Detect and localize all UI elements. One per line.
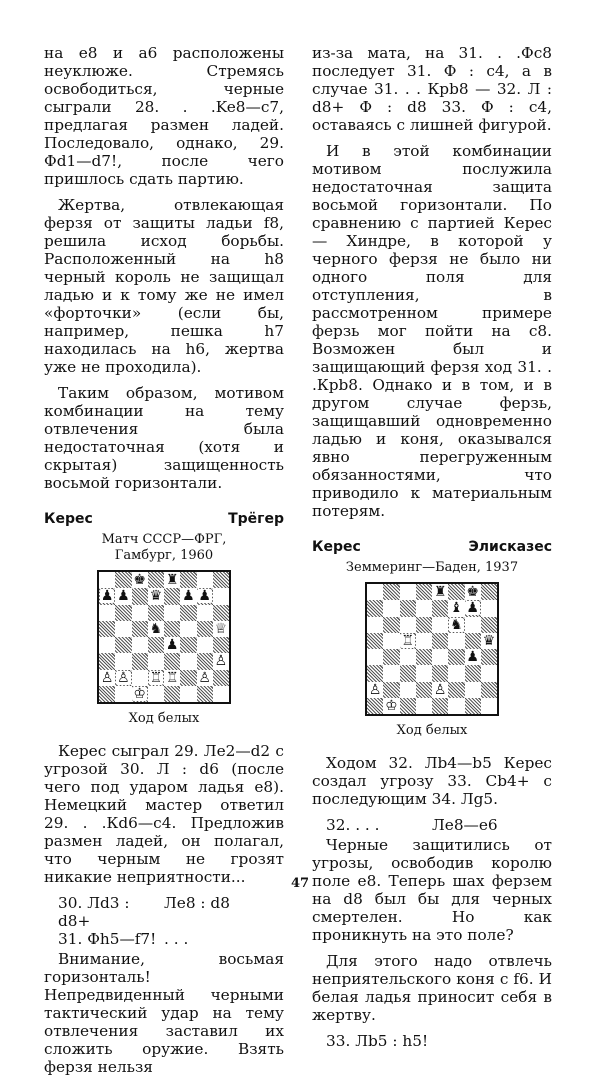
board-square <box>197 686 213 702</box>
board-square <box>465 682 481 698</box>
board-square <box>367 600 383 616</box>
board-square <box>383 665 399 681</box>
board-square <box>213 637 229 653</box>
paragraph: Таким образом, мотивом комбинации на тему отвлечения была недостаточная (хотя и скрытая) защищенность восьмой горизонтали. <box>44 384 284 492</box>
right-column <box>312 44 552 1050</box>
chess-piece-icon: ♙ <box>433 681 447 698</box>
board-square <box>197 572 213 588</box>
board-square <box>481 584 497 600</box>
board-square <box>180 588 196 604</box>
paragraph: Черные защитились от угрозы, освободив королю поле e8. Теперь шах ферзем на d8 был бы для черных смертелен. Но как проникнуть на это поле? <box>312 836 552 944</box>
chess-piece-icon: ♙ <box>198 669 211 686</box>
board-square <box>432 633 448 649</box>
chess-piece-icon: ♞ <box>450 616 463 633</box>
board-caption: Ход белых <box>128 711 200 726</box>
chess-board <box>97 570 231 704</box>
board-square <box>448 633 464 649</box>
board-square <box>481 698 497 714</box>
paragraph: Внимание, восьмая горизонталь! Непредвиденный черными тактический удар на тему отвлечения заставил их сложить оружие. Взять ферзя нельзя <box>44 950 284 1076</box>
board-square <box>148 653 164 669</box>
board-square <box>416 698 432 714</box>
black-move: . . . <box>164 930 189 948</box>
board-square <box>99 653 115 669</box>
board-square <box>132 605 148 621</box>
board-square <box>432 649 448 665</box>
paragraph: И в этой комбинации мотивом послужила недостаточная защита восьмой горизонтали. По сравнению с партией Керес — Хиндре, в которой у черного ферзя не было ни одного поля для отступления, в рассмотренном примере ферзь мог пойти на c8. Возможен был и защищающий ферзя ход 31. . .Крb8. Однако и в том, и в другом случае ферзь, защищавший одновременно ладью и коня, оказывался явно перегруженным обязанностями, что приводило к материальным потерям. <box>312 142 552 520</box>
board-square <box>148 572 164 588</box>
board-square <box>367 665 383 681</box>
board-square <box>213 670 229 686</box>
board-square <box>180 621 196 637</box>
board-square <box>180 637 196 653</box>
board-square <box>115 637 131 653</box>
board-square <box>148 621 164 637</box>
board-square <box>164 605 180 621</box>
board-square <box>197 588 213 604</box>
board-square <box>99 670 115 686</box>
board-square <box>448 649 464 665</box>
chess-piece-icon: ♜ <box>433 584 447 601</box>
board-square <box>132 572 148 588</box>
chess-piece-icon: ♙ <box>117 669 130 686</box>
chess-piece-icon: ♟ <box>100 588 114 605</box>
black-move: Лe8—e6 <box>432 816 498 834</box>
board-square <box>180 605 196 621</box>
chess-board <box>365 582 499 716</box>
board-square <box>448 584 464 600</box>
board-square <box>432 617 448 633</box>
white-player: Керес <box>312 539 361 555</box>
board-square <box>383 600 399 616</box>
move-row <box>44 894 284 930</box>
board-square <box>164 686 180 702</box>
chess-piece-icon: ♙ <box>368 681 382 698</box>
paragraph: Для этого надо отвлечь неприятельского коня с f6. И белая ладья приносит себя в жертву. <box>312 952 552 1024</box>
paragraph: Керес сыграл 29. Лe2—d2 с угрозой 30. Л : d6 (после чего под ударом ладья e8). Немецкий мастер ответил 29. . .Кd6—c4. Предложив размен ладей, он полагал, что черным не грозят никакие неприятности... <box>44 742 284 886</box>
chess-piece-icon: ♙ <box>214 653 228 670</box>
chess-piece-icon: ♖ <box>149 669 163 686</box>
black-player: Элисказес <box>468 539 552 555</box>
board-square <box>197 621 213 637</box>
chess-piece-icon: ♜ <box>165 572 179 589</box>
move-list <box>44 894 284 948</box>
move-row <box>44 930 284 948</box>
chess-piece-icon: ♟ <box>182 588 195 605</box>
game-info <box>312 560 552 576</box>
white-player: Керес <box>44 511 93 527</box>
chess-piece-icon: ♙ <box>100 669 114 686</box>
board-square <box>367 584 383 600</box>
board-square <box>448 617 464 633</box>
board-square <box>416 633 432 649</box>
board-square <box>132 637 148 653</box>
chess-piece-icon: ♟ <box>466 649 479 666</box>
chess-piece-icon: ♕ <box>214 620 228 637</box>
board-square <box>465 665 481 681</box>
board-square <box>132 621 148 637</box>
board-square <box>197 653 213 669</box>
chess-piece-icon: ♛ <box>149 588 163 605</box>
paragraph: Жертва, отвлекающая ферзя от защиты ладьи f8, решила исход борьбы. Расположенный на h8 черный король не защищал ладью и к тому же не имел «форточки» (если бы, например, пешка h7 находилась на h6, жертва уже не проходила). <box>44 196 284 376</box>
board-square <box>481 617 497 633</box>
chess-piece-icon: ♟ <box>117 588 130 605</box>
board-square <box>115 621 131 637</box>
board-square <box>432 698 448 714</box>
board-square <box>400 698 416 714</box>
board-square <box>213 572 229 588</box>
board-square <box>481 633 497 649</box>
board-square <box>481 665 497 681</box>
white-move: 33. Лb5 : h5! <box>326 1032 429 1050</box>
board-square <box>465 600 481 616</box>
board-square <box>465 633 481 649</box>
chess-piece-icon: ♞ <box>149 620 163 637</box>
black-player: Трёгер <box>228 511 284 527</box>
board-caption: Ход белых <box>396 723 468 738</box>
board-wrap <box>312 582 552 716</box>
board-square <box>367 633 383 649</box>
board-square <box>197 637 213 653</box>
board-square <box>197 670 213 686</box>
board-square <box>383 584 399 600</box>
board-square <box>448 600 464 616</box>
chess-piece-icon: ♚ <box>466 584 479 601</box>
board-square <box>197 605 213 621</box>
board-square <box>115 572 131 588</box>
board-square <box>383 633 399 649</box>
board-square <box>148 670 164 686</box>
game-event: Земмеринг—Баден, 1937 <box>345 560 519 575</box>
board-square <box>164 621 180 637</box>
board-square <box>465 649 481 665</box>
board-square <box>115 605 131 621</box>
final-move <box>312 1032 552 1050</box>
board-square <box>164 653 180 669</box>
board-square <box>383 649 399 665</box>
board-square <box>400 649 416 665</box>
chess-piece-icon: ♛ <box>482 632 496 649</box>
game-event: Матч СССР—ФРГ, <box>101 532 227 547</box>
board-square <box>383 698 399 714</box>
board-square <box>416 617 432 633</box>
board-square <box>99 621 115 637</box>
board-square <box>432 682 448 698</box>
board-square <box>432 600 448 616</box>
board-square <box>400 600 416 616</box>
chess-piece-icon: ♖ <box>165 669 179 686</box>
board-square <box>448 682 464 698</box>
paragraph: Ходом 32. Лb4—b5 Керес создал угрозу 33. Сb4+ с последующим 34. Лg5. <box>312 754 552 808</box>
chess-piece-icon: ♟ <box>198 588 211 605</box>
board-square <box>115 588 131 604</box>
board-square <box>400 682 416 698</box>
board-square <box>164 572 180 588</box>
board-square <box>400 584 416 600</box>
board-square <box>400 633 416 649</box>
paragraph: из-за мата, на 31. . .Фc8 последует 31. Ф : c4, а в случае 31. . . Крb8 — 32. Л : d8+ Ф : d8 33. Ф : c4, оставаясь с лишней фигурой. <box>312 44 552 134</box>
board-square <box>416 600 432 616</box>
board-wrap <box>44 570 284 704</box>
board-square <box>164 670 180 686</box>
board-square <box>148 588 164 604</box>
game-info <box>44 532 284 564</box>
board-square <box>383 682 399 698</box>
game-header <box>312 538 552 556</box>
board-square <box>132 686 148 702</box>
white-move: 31. Фh5—f7! <box>58 930 157 948</box>
board-square <box>367 682 383 698</box>
board-square <box>148 686 164 702</box>
board-square <box>383 617 399 633</box>
board-square <box>115 653 131 669</box>
board-square <box>180 572 196 588</box>
board-square <box>481 682 497 698</box>
board-square <box>132 588 148 604</box>
board-square <box>367 649 383 665</box>
board-square <box>481 600 497 616</box>
move-row <box>312 1032 552 1050</box>
board-square <box>213 686 229 702</box>
board-square <box>213 621 229 637</box>
chess-piece-icon: ♔ <box>133 685 146 702</box>
board-square <box>213 605 229 621</box>
game-place: Гамбург, 1960 <box>114 548 214 563</box>
board-square <box>115 686 131 702</box>
board-square <box>367 698 383 714</box>
chess-piece-icon: ♝ <box>450 600 463 617</box>
board-square <box>448 665 464 681</box>
board-square <box>416 682 432 698</box>
page-number: 47 <box>290 876 310 891</box>
board-square <box>180 670 196 686</box>
board-square <box>400 665 416 681</box>
board-square <box>180 653 196 669</box>
white-move: 32. . . . <box>326 816 380 834</box>
board-square <box>132 670 148 686</box>
board-square <box>99 686 115 702</box>
board-square <box>213 653 229 669</box>
board-square <box>164 637 180 653</box>
board-square <box>416 584 432 600</box>
board-square <box>148 637 164 653</box>
board-square <box>416 649 432 665</box>
black-move: Лe8 : d8 <box>164 894 230 912</box>
board-square <box>400 617 416 633</box>
white-move: 30. Лd3 : d8+ <box>58 894 130 930</box>
chess-piece-icon: ♔ <box>385 697 398 714</box>
board-square <box>465 698 481 714</box>
chess-piece-icon: ♟ <box>165 637 179 654</box>
board-square <box>99 588 115 604</box>
board-square <box>213 588 229 604</box>
move-list <box>312 816 552 834</box>
board-square <box>465 617 481 633</box>
left-column <box>44 44 284 1084</box>
board-square <box>99 637 115 653</box>
board-square <box>164 588 180 604</box>
board-square <box>115 670 131 686</box>
chess-piece-icon: ♖ <box>401 632 414 649</box>
chess-piece-icon: ♟ <box>466 600 479 617</box>
game-header <box>44 510 284 528</box>
board-square <box>416 665 432 681</box>
chess-piece-icon: ♚ <box>133 572 146 589</box>
board-square <box>99 572 115 588</box>
paragraph: на e8 и a6 расположены неуклюже. Стремясь освободиться, черные сыграли 28. . .Ke8—c7, предлагая размен ладей. Последовало, однако, 29. Фd1—d7!, после чего пришлось сдать партию. <box>44 44 284 188</box>
board-square <box>432 665 448 681</box>
board-square <box>99 605 115 621</box>
board-square <box>432 584 448 600</box>
board-square <box>448 698 464 714</box>
move-row <box>312 816 552 834</box>
board-square <box>148 605 164 621</box>
board-square <box>180 686 196 702</box>
board-square <box>465 584 481 600</box>
board-square <box>132 653 148 669</box>
board-square <box>481 649 497 665</box>
board-square <box>367 617 383 633</box>
